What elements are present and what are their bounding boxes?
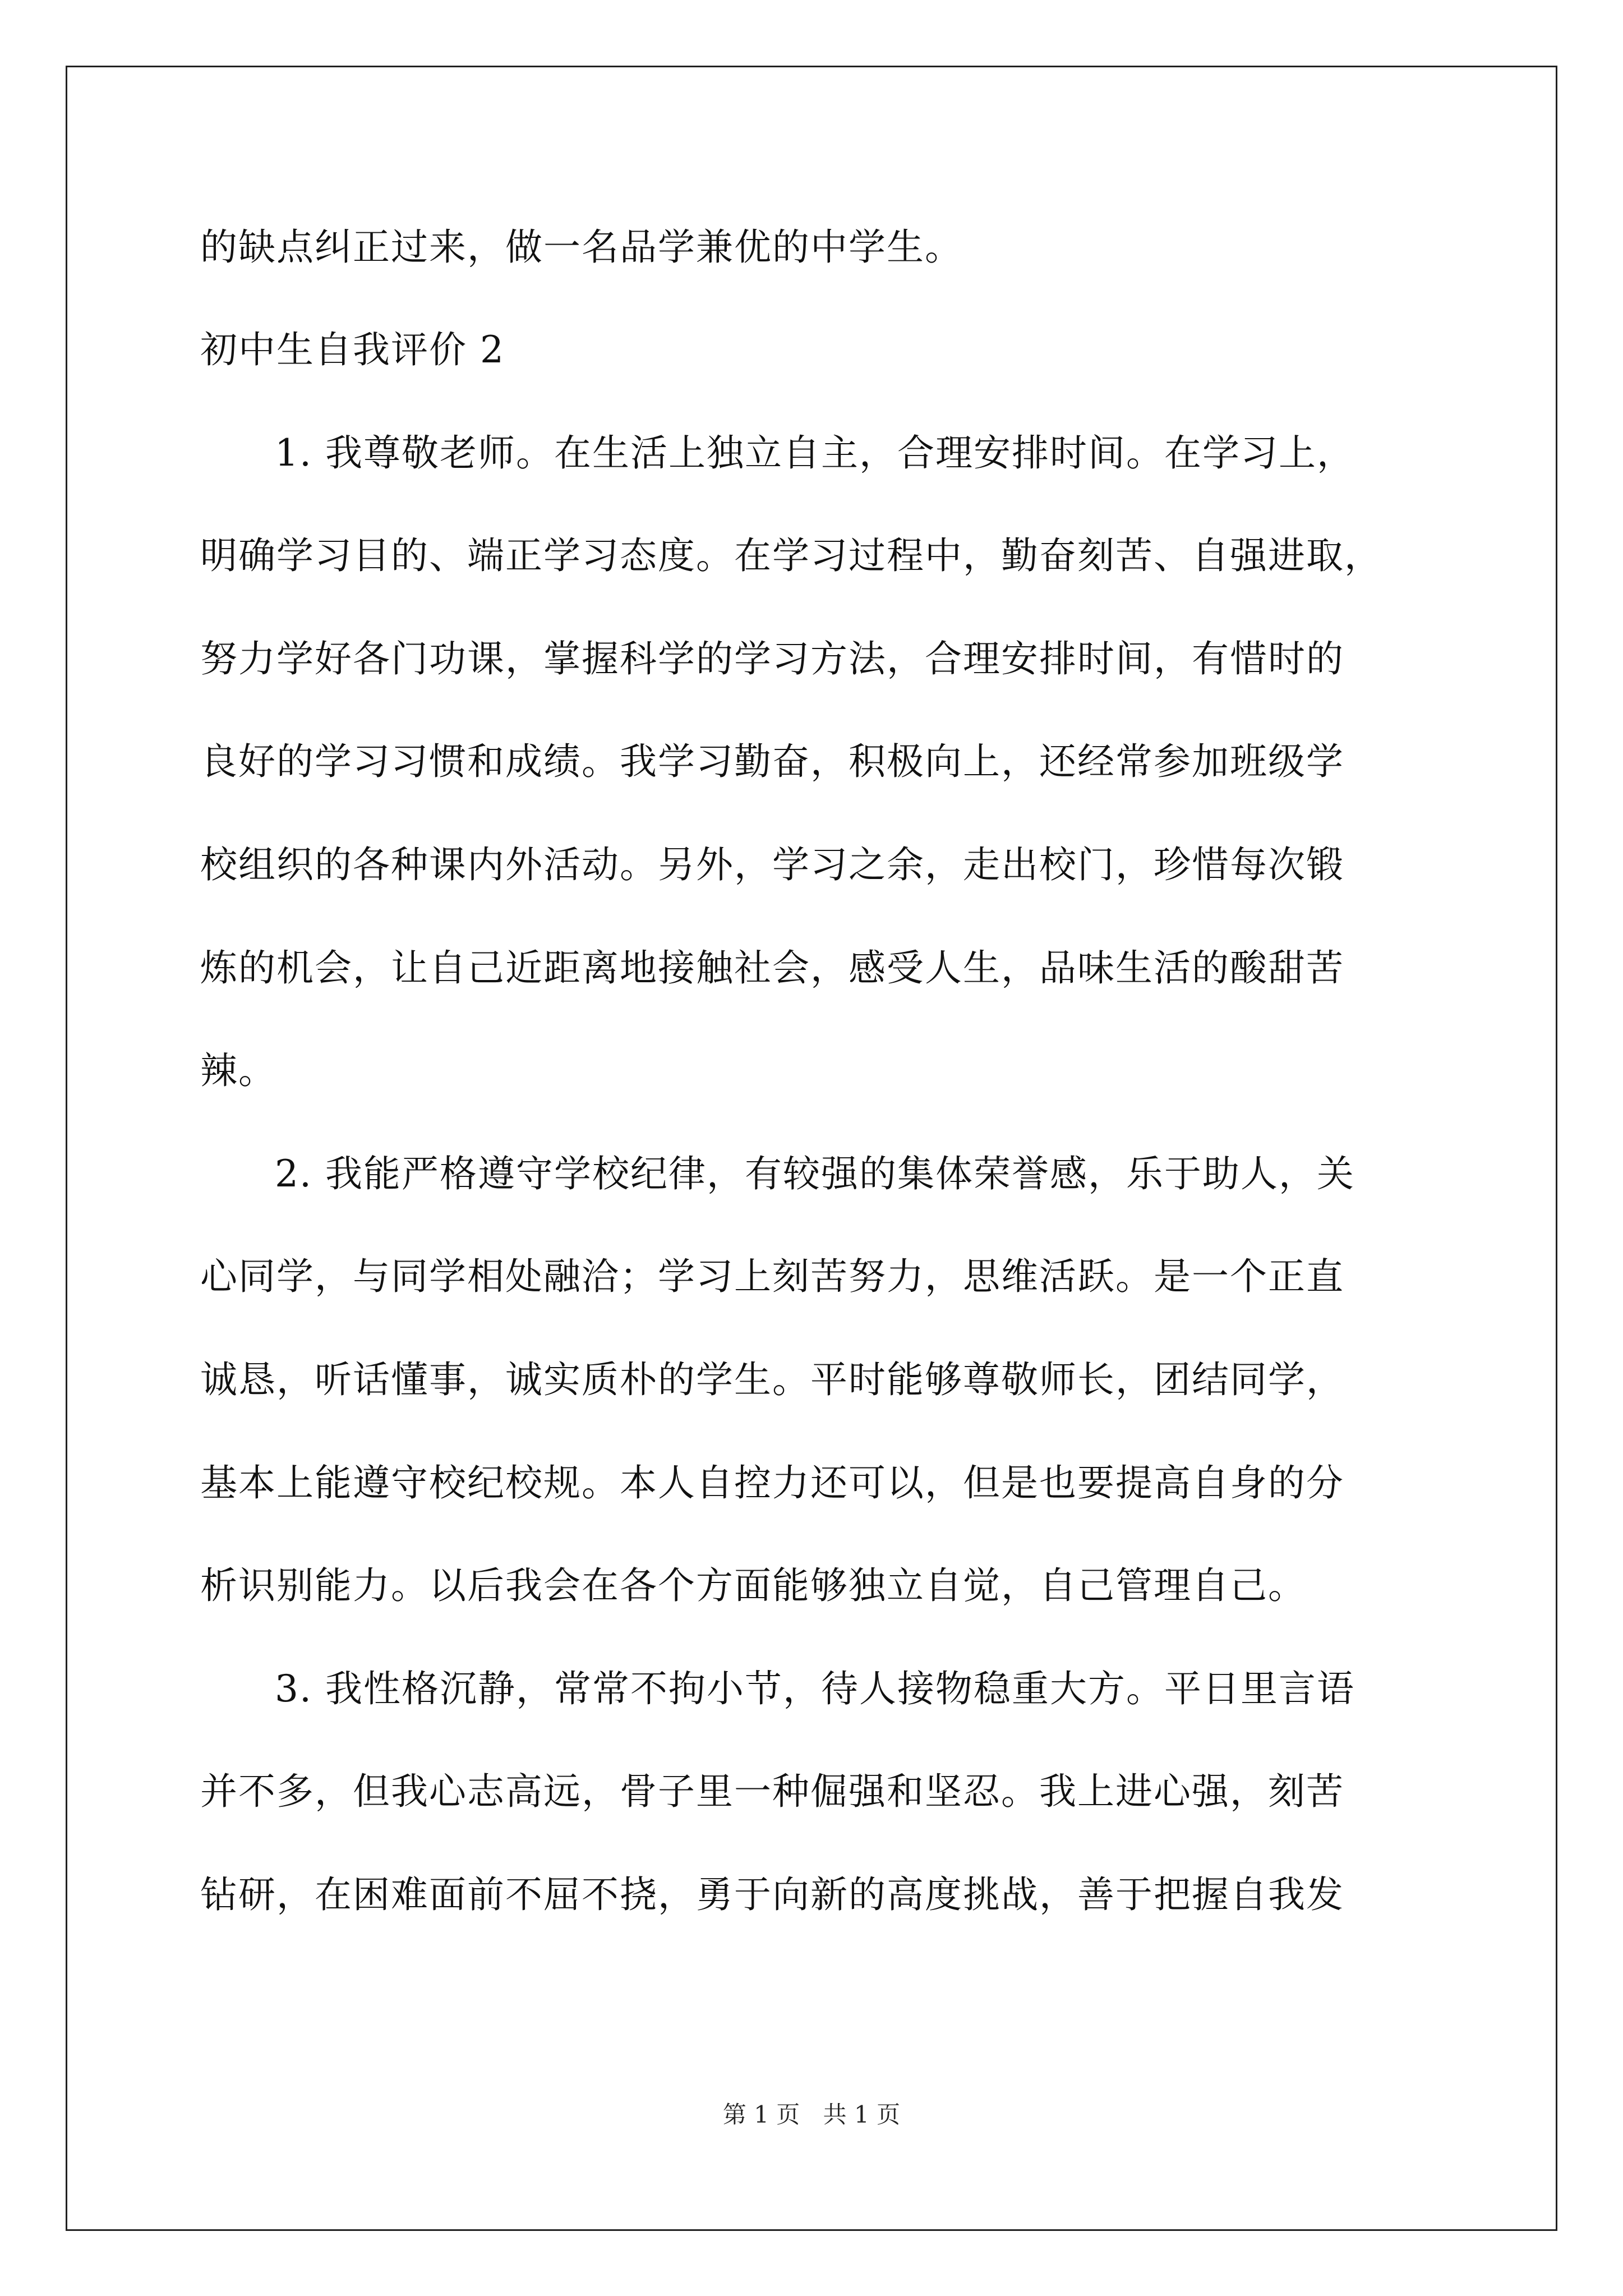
text-line: 努力学好各门功课，掌握科学的学习方法，合理安排时间，有惜时的 <box>200 637 1344 680</box>
text-line: 校组织的各种课内外活动。另外，学习之余，走出校门，珍惜每次锻 <box>200 843 1344 886</box>
text-line: 良好的学习习惯和成绩。我学习勤奋，积极向上，还经常参加班级学 <box>200 740 1344 783</box>
text-line: 2. 我能严格遵守学校纪律，有较强的集体荣誉感，乐于助人，关 <box>275 1152 1355 1195</box>
page-footer <box>0 2098 1623 2132</box>
text-line: 心同学，与同学相处融洽；学习上刻苦努力，思维活跃。是一个正直 <box>200 1255 1344 1298</box>
text-line: 辣。 <box>200 1049 276 1092</box>
text-line: 炼的机会，让自己近距离地接触社会，感受人生，品味生活的酸甜苦 <box>200 946 1344 990</box>
text-line: 基本上能遵守校纪校规。本人自控力还可以，但是也要提高自身的分 <box>200 1461 1344 1504</box>
text-line: 的缺点纠正过来，做一名品学兼优的中学生。 <box>200 226 963 269</box>
text-line: 析识别能力。以后我会在各个方面能够独立自觉，自己管理自己。 <box>200 1564 1306 1607</box>
text-line: 明确学习目的、端正学习态度。在学习过程中，勤奋刻苦、自强进取， <box>200 534 1382 577</box>
text-line: 并不多，但我心志高远，骨子里一种倔强和坚忍。我上进心强，刻苦 <box>200 1770 1344 1813</box>
text-line: 1. 我尊敬老师。在生活上独立自主，合理安排时间。在学习上， <box>275 431 1355 475</box>
text-line: 3. 我性格沉静，常常不拘小节，待人接物稳重大方。平日里言语 <box>275 1667 1355 1710</box>
text-line: 钻研，在困难面前不屈不挠，勇于向新的高度挑战，善于把握自我发 <box>200 1873 1344 1916</box>
text-line: 诚恳，听话懂事，诚实质朴的学生。平时能够尊敬师长，团结同学， <box>200 1358 1344 1401</box>
section-heading: 初中生自我评价 2 <box>200 328 505 371</box>
page-number: 第 1 页 <box>722 2101 800 2128</box>
page-count: 共 1 页 <box>823 2101 901 2128</box>
